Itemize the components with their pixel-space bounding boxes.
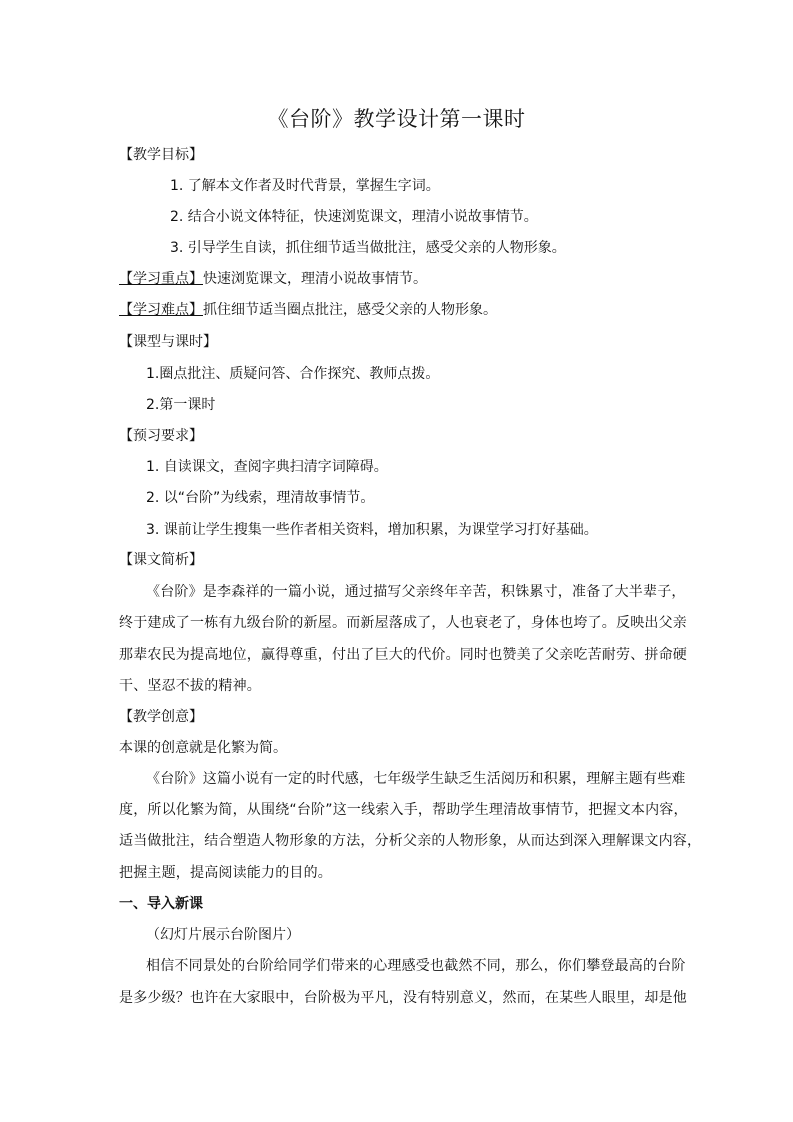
- lesson-type-heading: 【课型与课时】: [119, 334, 217, 350]
- creativity-line-2: 度，所以化繁为简，从围绕“台阶”这一线索入手，帮助学生理清故事情节，把握文本内容，: [119, 802, 688, 818]
- objectives-heading: 【教学目标】: [119, 147, 203, 163]
- preview-item-3: 3. 课前让学生搜集一些作者相关资料，增加积累，为课堂学习打好基础。: [146, 522, 598, 538]
- preview-item-2: 2. 以“台阶”为线索，理清故事情节。: [146, 490, 375, 506]
- lesson-type-item-2: 2.第一课时: [146, 397, 216, 413]
- objective-item-2: 2. 结合小说文体特征，快速浏览课文，理清小说故事情节。: [170, 209, 538, 225]
- creativity-line-4: 把握主题，提高阅读能力的目的。: [119, 865, 332, 881]
- difficulty-label: 【学习难点】: [119, 302, 203, 318]
- creativity-intro: 本课的创意就是化繁为简。: [119, 740, 287, 756]
- analysis-line-4: 干、坚忍不拔的精神。: [119, 678, 261, 694]
- difficulty-text: 抓住细节适当圈点批注，感受父亲的人物形象。: [203, 302, 497, 318]
- key-point-text: 快速浏览课文，理清小说故事情节。: [203, 271, 427, 287]
- analysis-line-2: 终于建成了一栋有九级台阶的新屋。而新屋落成了，人也衰老了，身体也垮了。反映出父亲: [119, 615, 687, 631]
- analysis-line-1: 《台阶》是李森祥的一篇小说，通过描写父亲终年辛苦，积铢累寸，准备了大半辈子，: [146, 584, 686, 600]
- lesson-type-item-1: 1.圈点批注、质疑问答、合作探究、教师点拨。: [146, 366, 440, 382]
- section1-line-2: 是多少级？也许在大家眼中，台阶极为平凡，没有特别意义，然而，在某些人眼里，却是他: [119, 990, 687, 1006]
- key-point-label: 【学习重点】: [119, 271, 203, 287]
- analysis-line-3: 那辈农民为提高地位，赢得尊重，付出了巨大的代价。同时也赞美了父亲吃苦耐劳、拼命硬: [119, 647, 687, 663]
- section1-heading: 一、导入新课: [119, 896, 203, 912]
- analysis-heading: 【课文简析】: [119, 552, 203, 568]
- difficulty-line: [119, 301, 497, 319]
- section1-line-1: 相信不同景处的台阶给同学们带来的心理感受也截然不同，那么，你们攀登最高的台阶: [146, 958, 686, 974]
- creativity-heading: 【教学创意】: [119, 709, 203, 725]
- creativity-line-3: 适当做批注，结合塑造人物形象的方法，分析父亲的人物形象，从而达到深入理解课文内容，: [119, 833, 702, 849]
- preview-heading: 【预习要求】: [119, 428, 203, 444]
- key-point-line: [119, 270, 427, 288]
- objective-item-3: 3. 引导学生自读，抓住细节适当做批注，感受父亲的人物形象。: [170, 240, 566, 256]
- objective-item-1: 1. 了解本文作者及时代背景，掌握生字词。: [170, 178, 440, 194]
- preview-item-1: 1. 自读课文，查阅字典扫清字词障碍。: [146, 459, 388, 475]
- section1-note: （幻灯片展示台阶图片）: [146, 927, 300, 943]
- creativity-line-1: 《台阶》这篇小说有一定的时代感，七年级学生缺乏生活阅历和积累，理解主题有些难: [146, 771, 686, 787]
- document-title: 《台阶》教学设计第一课时: [267, 107, 526, 131]
